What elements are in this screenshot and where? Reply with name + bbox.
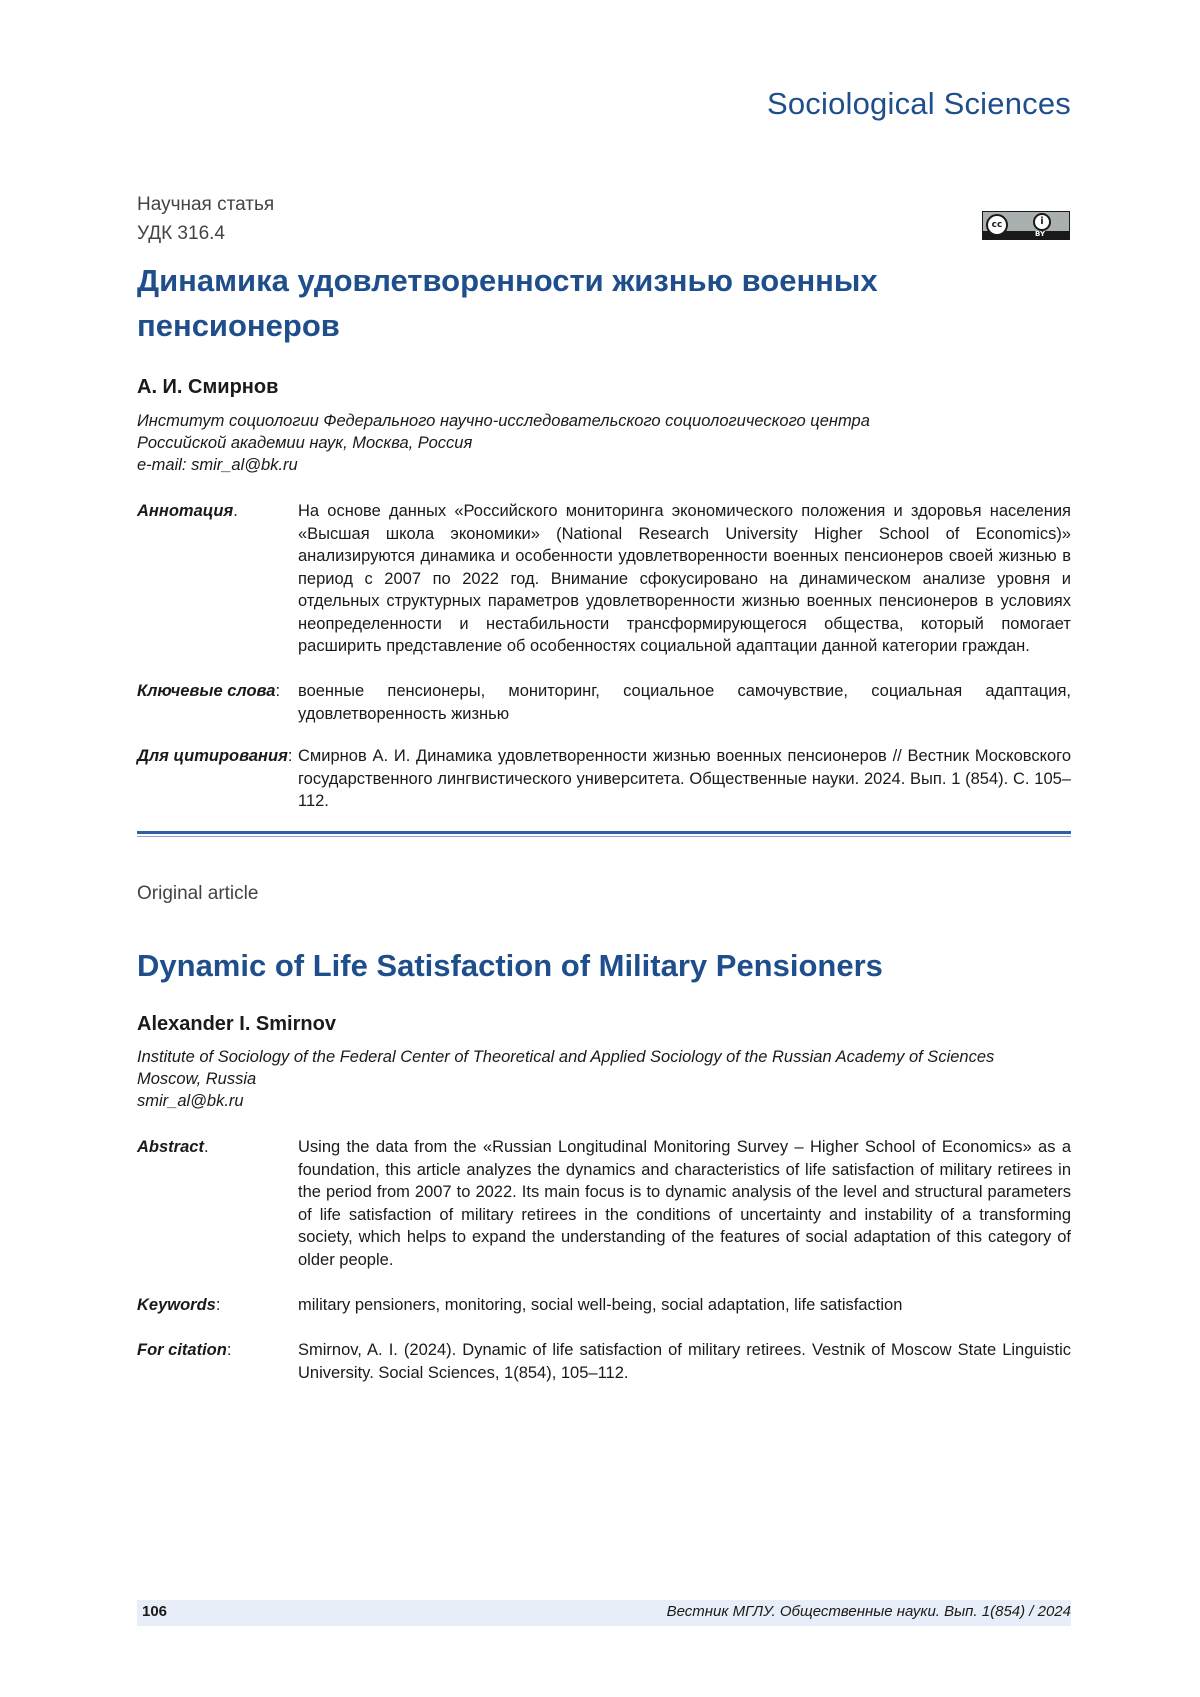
article-type-en: Original article	[137, 883, 258, 905]
author-name-en: Alexander I. Smirnov	[137, 1013, 336, 1036]
page-number: 106	[142, 1603, 167, 1620]
label-suffix: :	[227, 1341, 232, 1359]
cc-icon: cc	[986, 214, 1008, 236]
abstract-ru-text: На основе данных «Российского мониторинга экономического положения и здоровья населения «Высшая школа экономики» (National Research University Higher School of Economics)» анализируются динамика и особенности удовлетворенности военных пенсионеров своей жизнью в период с 2007 по 2022 год. Внимание сфокусировано на динамическом анализе уровня и отдельных структурных параметров удовлетворенности жизнью военных пенсионеров в условиях неопределенности и нестабильности трансформирующегося общества, который помогает расширить представление об особенностях социальной адаптации данной категории граждан.	[298, 500, 1071, 658]
label-suffix: .	[204, 1138, 209, 1156]
attribution-icon: i	[1033, 213, 1051, 231]
abstract-ru-label	[137, 500, 297, 523]
cc-by-license-icon[interactable]	[982, 211, 1070, 240]
keywords-ru-text: военные пенсионеры, мониторинг, социальное самочувствие, социальная адаптация, удовлетворенность жизнью	[298, 680, 1071, 725]
citation-ru-text: Смирнов А. И. Динамика удовлетворенности жизнью военных пенсионеров // Вестник Московского государственного лингвистического университета. Общественные науки. 2024. Вып. 1 (854). С. 105–112.	[298, 745, 1071, 813]
affiliation-line: Российской академии наук, Москва, Россия	[137, 432, 1077, 454]
label-suffix: :	[288, 747, 293, 765]
label-suffix: :	[216, 1296, 221, 1314]
citation-en-label	[137, 1339, 297, 1362]
label-text: For citation	[137, 1341, 227, 1359]
affiliation-line: Институт социологии Федерального научно-исследовательского социологического центра	[137, 410, 1077, 432]
label-text: Для цитирования	[137, 747, 288, 765]
author-name-ru: А. И. Смирнов	[137, 376, 278, 399]
keywords-en-text: military pensioners, monitoring, social well-being, social adaptation, life satisfaction	[298, 1294, 1071, 1317]
label-text: Keywords	[137, 1296, 216, 1314]
section-divider-thin	[137, 836, 1071, 837]
label-text: Ключевые слова	[137, 682, 275, 700]
affiliation-en	[137, 1046, 1077, 1112]
section-divider	[137, 831, 1071, 834]
article-title-ru: Динамика удовлетворенности жизнью военных пенсионеров	[137, 258, 937, 348]
keywords-en-label	[137, 1294, 297, 1317]
by-label: BY	[1035, 230, 1045, 238]
abstract-en-text: Using the data from the «Russian Longitudinal Monitoring Survey – Higher School of Economics» as a foundation, this article analyzes the dynamics and characteristics of life satisfaction of military retirees in the period from 2007 to 2022. Its main focus is to dynamic analysis of the level and structural parameters of life satisfaction of military retirees in the conditions of uncertainty and instability of a transforming society, which helps to expand the understanding of the features of social adaptation of this category of older people.	[298, 1136, 1071, 1271]
keywords-ru-label	[137, 680, 297, 703]
udk-code: УДК 316.4	[137, 223, 225, 245]
abstract-en-label	[137, 1136, 297, 1159]
citation-ru-label	[137, 745, 297, 768]
affiliation-ru	[137, 410, 1077, 476]
page-footer	[137, 1600, 1071, 1626]
affiliation-line: Institute of Sociology of the Federal Center of Theoretical and Applied Sociology of the Russian Academy of Sciences	[137, 1046, 1077, 1068]
affiliation-line: Moscow, Russia	[137, 1068, 1077, 1090]
section-title: Sociological Sciences	[767, 86, 1071, 122]
author-email[interactable]: smir_al@bk.ru	[137, 1090, 1077, 1112]
journal-reference: Вестник МГЛУ. Общественные науки. Вып. 1(854) / 2024	[667, 1603, 1071, 1620]
article-type-ru: Научная статья	[137, 194, 274, 216]
label-suffix: :	[275, 682, 280, 700]
article-title-en: Dynamic of Life Satisfaction of Military Pensioners	[137, 948, 883, 984]
label-suffix: .	[233, 502, 238, 520]
label-text: Abstract	[137, 1138, 204, 1156]
author-email[interactable]: e-mail: smir_al@bk.ru	[137, 454, 1077, 476]
label-text: Аннотация	[137, 502, 233, 520]
citation-en-text: Smirnov, A. I. (2024). Dynamic of life satisfaction of military retirees. Vestnik of Moscow State Linguistic University. Social Sciences, 1(854), 105–112.	[298, 1339, 1071, 1384]
